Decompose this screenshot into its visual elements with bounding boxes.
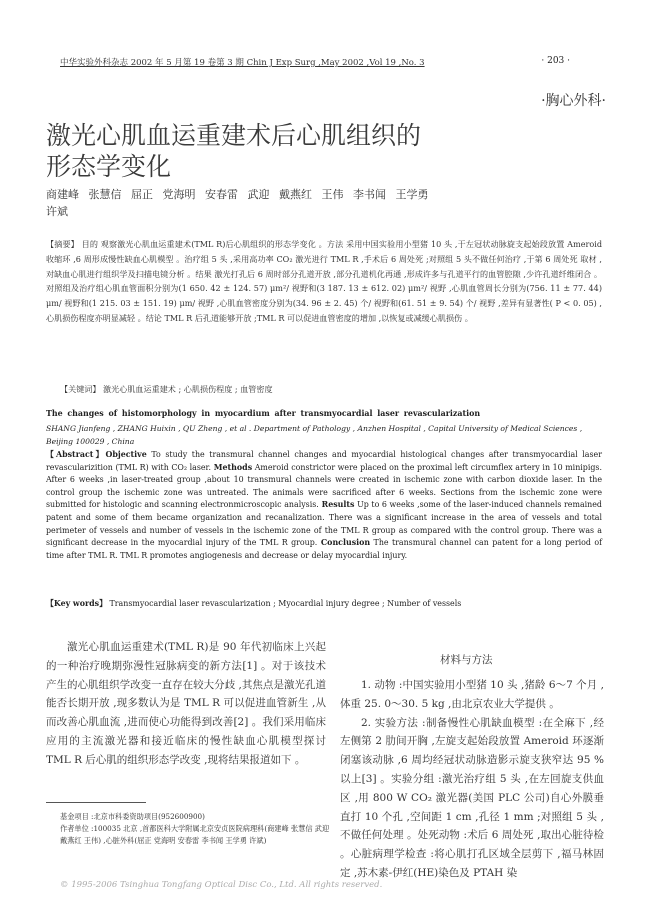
- footnote-fund: 基金项目 :北京市科委资助项目(952600900): [60, 812, 205, 821]
- abstract-methods-text: Ameroid constrictor were placed on the proximal left circumflex artery in 10 minipigs. After 6 weeks ,in laser-treated group ,about 10 transmural channels were created in ischemic zone with carbon dioxide laser. In the control group the ischemic zone was untreated. The animals were sacrificed after 6 weeks. Sections from the ischemic zone were submitted for histologic and scanning electronmicroscopic analysis.: [46, 462, 602, 510]
- english-authors: SHANG Jianfeng , ZHANG Huixin , QU Zheng , et al . Department of Pathology , Anzhen Hospital , Capital University of Medical Sciences , Beijing 100029 , China: [46, 424, 583, 446]
- abstract-label: 【Abstract】: [46, 450, 106, 459]
- abstract-objective-text: To study the transmural channel changes and myocardial histological changes after transmyocardial laser revascularizition (TML R) with CO₂ laser.: [46, 450, 602, 472]
- section-tag: ·胸心外科·: [541, 93, 606, 109]
- keywords-label: 【Key words】: [46, 599, 107, 608]
- objective-label: Objective: [105, 450, 147, 459]
- abstract-results-text: Up to 6 weeks ,some of the laser-induced channels remained patent and some of them became organization and recanalization. There was a significant increase in the area of vessels and total perimeter of vessels and number of vessels in the ischemic zone of the TML R group as compared with the control group. There was a significant decrease in the myocardial injury of the TML R group.: [46, 500, 602, 548]
- authors-line-2: 许斌: [46, 205, 68, 218]
- methods-animals: 1. 动物 :中国实验用小型猪 10 头 ,猪龄 6～7 个月 ,体重 25. 0～30. 5 kg ,由北京农业大学提供 。: [340, 679, 604, 710]
- methods-procedure: 2. 实验方法 :制备慢性心肌缺血模型 :在全麻下 ,经左侧第 2 肋间开胸 ,左旋支起始段放置 Ameroid 环逐渐闭塞该动脉 ,6 周均经冠状动脉造影示旋支狭窄达 95 %以上[3] 。实验分组 :激光治疗组 5 头 ,在左回旋支供血区 ,用 800 W CO₂ 激光器(美国 PLC 公司)自心外膜垂直打 10 个孔 ,空间距 1 cm ,孔径 1 mm ;对照组 5 头 ,不做任何处理 。处死动物 :术后 6 周处死 ,取出心脏待检 。心脏病理学检查 :将心肌打孔区域全层剪下 ,福马林固定 ,苏木素-伊红(HE)染色及 PTAH 染: [340, 716, 604, 879]
- chinese-abstract: 【摘要】 目的 观察激光心肌血运重建术(TML R)后心肌组织的形态学变化 。方法 采用中国实验用小型猪 10 头 ,于左冠状动脉旋支起始段放置 Ameroid 收缩环 ,6 周形成慢性缺血心肌模型 。治疗组 5 头 ,采用高功率 CO₂ 激光进行 TML R ,手术后 6 周处死 ;对照组 5 头不做任何治疗 ,于第 6 周处死 取材 ,对缺血心肌进行组织学及扫描电镜分析 。结果 激光打孔后 6 周时部分孔道开放 ,部分孔道机化再通 ,形成许多与孔道平行的血管腔隙 ,少许孔道纤维闭合 。对照组及治疗组心肌血管面积分别为(1 650. 42 ± 124. 57) μm²/ 视野和(3 187. 13 ± 612. 02) μm²/ 视野 ,心肌血管周长分别为(756. 11 ± 77. 44) μm/ 视野和(1 215. 03 ± 151. 19) μm/ 视野 ,心肌血管密度分别为(34. 96 ± 2. 45) 个/ 视野和(61. 51 ± 9. 54) 个/ 视野 ,差异有显著性( P < 0. 05) ,心肌损伤程度亦明显减轻 。结论 TML R 后孔道能够开放 ;TML R 可以促进血管密度的增加 ,以恢复或减缓心肌损伤 。: [46, 239, 602, 323]
- page-number: · 203 ·: [541, 56, 570, 66]
- authors-line-1: 商建峰 张慧信 屈正 党海明 安春雷 武迎 戴燕红 王伟 李书闻 王学勇: [46, 188, 429, 201]
- abstract-conclusion-text: The transmural channel can patent for a long period of time after TML R. TML R promotes angiogenesis and decrease or delay myocardial injury.: [46, 538, 602, 560]
- footnote-affiliation: 作者单位 :100035 北京 ,首都医科大学附属北京安贞医院病理科(商建峰 张慧信 武迎 戴燕红 王伟) ,心脏外科(屈正 党海明 安春雷 李书闻 王学勇 许斌): [60, 824, 330, 846]
- results-label: Results: [318, 500, 355, 510]
- english-title: The changes of histomorphology in myocardium after transmyocardial laser revascularization: [46, 409, 481, 418]
- article-title: [46, 120, 421, 182]
- footnote-divider: [46, 802, 146, 803]
- intro-paragraph: [46, 638, 326, 770]
- methods-heading: 材料与方法: [440, 654, 493, 666]
- journal-header: 中华实验外科杂志 2002 年 5 月第 19 卷第 3 期 Chin J Exp Surg ,May 2002 ,Vol 19 ,No. 3: [60, 58, 425, 68]
- english-keywords: [46, 598, 602, 611]
- copyright-watermark: © 1995-2006 Tsinghua Tongfang Optical Disc Co., Ltd. All rights reserved.: [60, 880, 383, 890]
- chinese-keywords: 【关键词】 激光心肌血运重建术 ; 心肌损伤程度 ; 血管密度: [60, 384, 273, 394]
- intro-text: 激光心肌血运重建术(TML R)是 90 年代初临床上兴起的一种治疗晚期弥漫性冠脉病变的新方法[1] 。对于该技术产生的心肌组织学改变一直存在较大分歧 ,其焦点是激光孔道能否长期开放 ,现多数认为是 TML R 可以促进血管新生 ,从而改善心肌血流 ,进而使心功能得到改善[2] 。我们采用临床应用的主流激光器和接近临床的慢性缺血心肌模型探讨 TML R 后心肌的组织形态学改变 ,现将结果报道如下 。: [46, 641, 326, 766]
- title-line-1: 激光心肌血运重建术后心肌组织的: [46, 121, 422, 150]
- footnotes: [60, 811, 330, 848]
- methods-label: Methods: [210, 462, 253, 472]
- english-abstract: [46, 449, 602, 562]
- conclusion-label: Conclusion: [317, 538, 371, 548]
- methods-body: [340, 676, 604, 883]
- author-list: [46, 186, 506, 220]
- keywords-text: Transmyocardial laser revascularization ; Myocardial injury degree ; Number of vessels: [107, 599, 462, 608]
- title-line-2: 形态学变化: [46, 152, 172, 181]
